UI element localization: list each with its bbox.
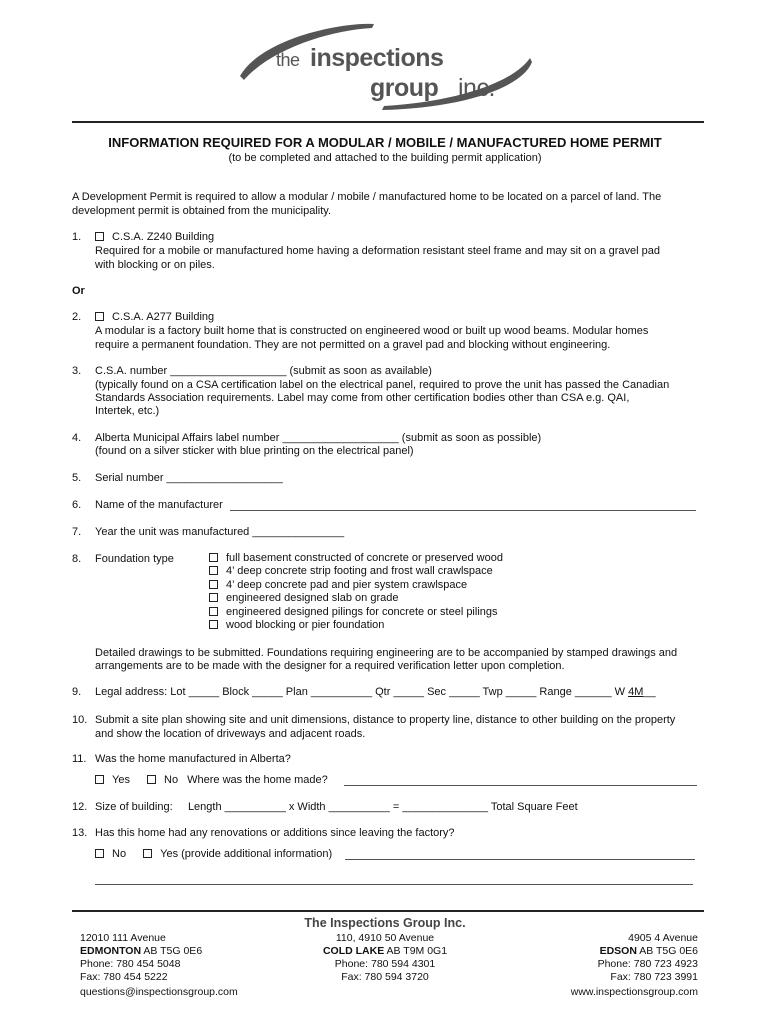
logo-group: group (370, 74, 439, 102)
foundation-option[interactable]: 4’ deep concrete pad and pier system crawlspace (209, 579, 503, 592)
item-4-number: 4. (72, 432, 82, 444)
foundation-option[interactable]: 4’ deep concrete strip footing and frost wall crawlspace (209, 565, 503, 578)
alberta-options: Yes No Where was the home made? (95, 773, 328, 787)
no-checkbox[interactable] (147, 775, 156, 784)
item-6-number: 6. (72, 499, 82, 511)
intro-line-1: A Development Permit is required to allow a modular / mobile / manufactured home to be located on a parcel of land. The (72, 191, 662, 203)
yes-checkbox[interactable] (143, 849, 152, 858)
header-rule (72, 121, 704, 123)
item-3-number: 3. (72, 365, 82, 377)
checkbox[interactable] (209, 566, 218, 575)
foundation-option[interactable]: wood blocking or pier foundation (209, 619, 503, 632)
foundation-option[interactable]: engineered designed pilings for concrete or steel pilings (209, 606, 503, 619)
meridian-value: 4M (628, 686, 644, 698)
foundation-note-2: arrangements are to be made with the designer for a required verification letter upon completion. (95, 660, 565, 672)
item-2-desc-1: A modular is a factory built home that is constructed on engineered wood or built up wood beams. Modular homes (95, 325, 649, 337)
intro-line-2: development permit is obtained from the municipality. (72, 205, 332, 217)
foundation-option[interactable]: engineered designed slab on grade (209, 592, 503, 605)
footer-email-link[interactable]: questions@inspectionsgroup.com (80, 986, 238, 998)
checkbox[interactable] (209, 553, 218, 562)
item-1-desc-2: with blocking or on piles. (95, 259, 215, 271)
year-manufactured-field[interactable]: Year the unit was manufactured _______________ (95, 526, 345, 538)
item-10-line-1: Submit a site plan showing site and unit dimensions, distance to property line, distance to other building on the property (95, 714, 676, 726)
renovation-info-field[interactable] (345, 859, 695, 860)
item-7-number: 7. (72, 526, 82, 538)
item-12-number: 12. (72, 801, 88, 813)
item-13-question: Has this home had any renovations or additions since leaving the factory? (95, 827, 455, 839)
checkbox[interactable] (209, 580, 218, 589)
building-size-field[interactable]: Size of building: Length __________ x Width __________ = ______________ Total Square Feet (95, 801, 578, 813)
footer-rule (72, 910, 704, 912)
footer-edson: 4905 4 Avenue EDSON AB T5G 0E6 Phone: 780 723 4923 Fax: 780 723 3991 www.inspectionsgroup.com (548, 932, 698, 999)
item-11-question: Was the home manufactured in Alberta? (95, 753, 291, 765)
renovation-info-field-2[interactable] (95, 884, 693, 885)
checkbox[interactable] (209, 620, 218, 629)
company-logo (232, 18, 542, 114)
manufacturer-field[interactable] (230, 510, 696, 511)
page-subtitle: (to be completed and attached to the building permit application) (228, 152, 542, 164)
yes-checkbox[interactable] (95, 775, 104, 784)
item-3-note-3: Intertek, etc.) (95, 405, 160, 417)
or-label: Or (72, 285, 85, 297)
item-3-note-1: (typically found on a CSA certification label on the electrical panel, required to prove the unit has passed the Canadian (95, 379, 670, 391)
csa-number-field[interactable]: C.S.A. number ___________________ (submit as soon as available) (95, 365, 432, 377)
foundation-options (209, 552, 503, 632)
checkbox[interactable] (209, 593, 218, 602)
renovation-options: No Yes (provide additional information) (95, 847, 332, 861)
where-made-field[interactable] (344, 785, 697, 786)
serial-number-field[interactable]: Serial number ___________________ (95, 472, 283, 484)
footer-website-link[interactable]: www.inspectionsgroup.com (570, 986, 698, 998)
item-8-number: 8. (72, 553, 82, 565)
item-3-note-2: Standards Association requirements. Label may come from other certification bodies other than CSA e.g. QAI, (95, 392, 630, 404)
logo-inc: inc. (458, 74, 495, 102)
item-2-option (95, 310, 214, 324)
manufacturer-label: Name of the manufacturer (95, 499, 223, 511)
item-1-desc-1: Required for a mobile or manufactured home having a deformation resistant steel frame and may sit on a gravel pad (95, 245, 660, 257)
logo-inspections: inspections (310, 44, 444, 72)
item-2-desc-2: require a permanent foundation. They are not permitted on a gravel pad and blocking without engineering. (95, 339, 611, 351)
item-9-number: 9. (72, 686, 82, 698)
item-10-line-2: and show the location of driveways and adjacent roads. (95, 728, 366, 740)
legal-address-field[interactable]: Legal address: Lot _____ Block _____ Plan __________ Qtr _____ Sec _____ Twp _____ Range ______ W 4M__ (95, 686, 656, 698)
item-10-number: 10. (72, 714, 88, 726)
z240-checkbox[interactable] (95, 232, 104, 241)
foundation-type-label: Foundation type (95, 553, 174, 565)
footer-edmonton: 12010 111 Avenue EDMONTON AB T5G 0E6 Phone: 780 454 5048 Fax: 780 454 5222 questions@inspectionsgroup.com (80, 932, 238, 998)
no-checkbox[interactable] (95, 849, 104, 858)
item-1-label: C.S.A. Z240 Building (112, 231, 215, 243)
label-number-field[interactable]: Alberta Municipal Affairs label number ___________________ (submit as soon as possible) (95, 432, 542, 444)
item-13-number: 13. (72, 827, 88, 839)
a277-checkbox[interactable] (95, 312, 104, 321)
foundation-note-1: Detailed drawings to be submitted. Foundations requiring engineering are to be accompanied by stamped drawings and (95, 647, 678, 659)
logo-the: the (276, 50, 300, 70)
item-1-number: 1. (72, 231, 82, 243)
item-4-note: (found on a silver sticker with blue printing on the electrical panel) (95, 445, 414, 457)
item-2-label: C.S.A. A277 Building (112, 311, 215, 323)
footer-company: The Inspections Group Inc. (304, 916, 466, 930)
where-made-label: Where was the home made? (187, 774, 328, 786)
checkbox[interactable] (209, 607, 218, 616)
foundation-option[interactable]: full basement constructed of concrete or preserved wood (209, 552, 503, 565)
footer-cold-lake: 110, 4910 50 Avenue COLD LAKE AB T9M 0G1 Phone: 780 594 4301 Fax: 780 594 3720 (322, 932, 448, 983)
item-1-option (95, 230, 214, 244)
item-2-number: 2. (72, 311, 82, 323)
item-5-number: 5. (72, 472, 82, 484)
item-11-number: 11. (72, 753, 87, 765)
page-title: INFORMATION REQUIRED FOR A MODULAR / MOBILE / MANUFACTURED HOME PERMIT (108, 135, 662, 150)
